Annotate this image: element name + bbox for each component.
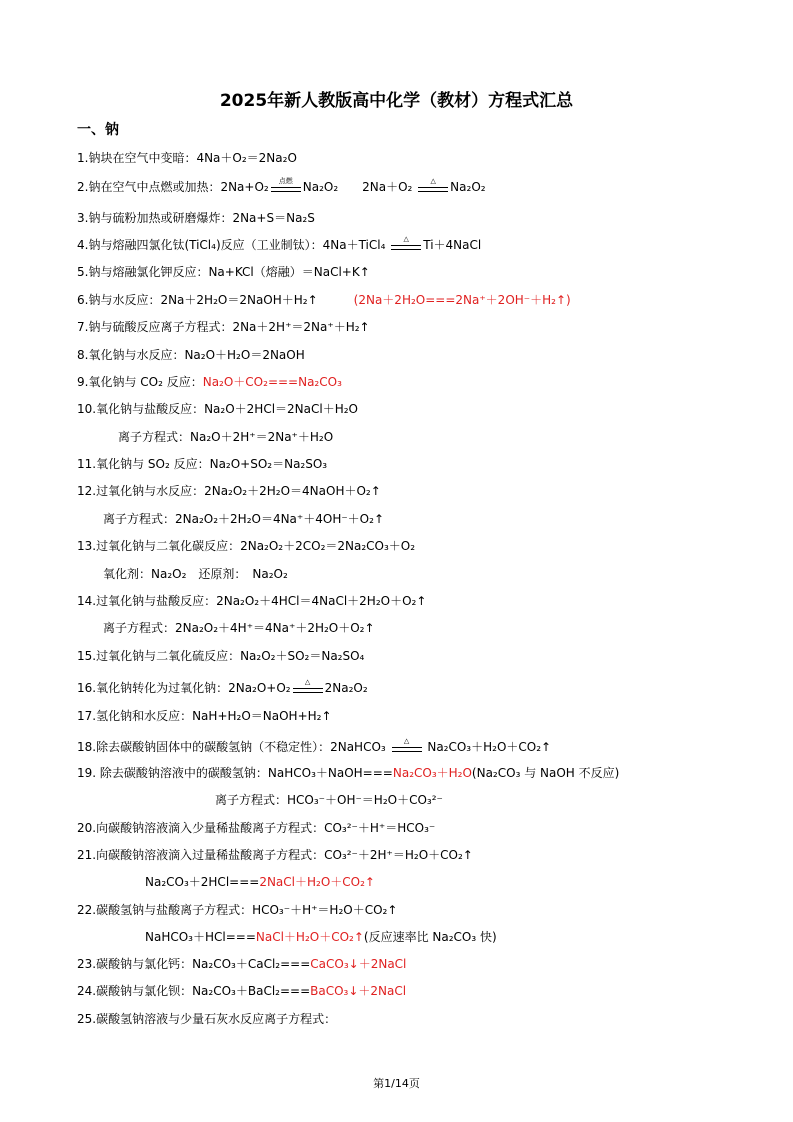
equation-text: 离子方程式：HCO₃⁻＋OH⁻＝H₂O＋CO₃²⁻ bbox=[215, 793, 443, 807]
equation-line bbox=[77, 319, 370, 335]
equation-text: 5.钠与熔融氯化钾反应：Na+KCl（熔融）＝NaCl+K↑ bbox=[77, 265, 370, 279]
equation-line bbox=[77, 765, 619, 781]
equation-text: 19. 除去碳酸钠溶液中的碳酸氢钠：NaHCO₃＋NaOH=== bbox=[77, 766, 393, 780]
condition-label: 点燃 bbox=[278, 177, 293, 185]
equation-line bbox=[145, 874, 375, 890]
equation-text: (反应速率比 Na₂CO₃ 快) bbox=[363, 930, 497, 944]
equation-text: 离子方程式：2Na₂O₂＋2H₂O＝4Na⁺＋4OH⁻＋O₂↑ bbox=[103, 512, 384, 526]
double-line-arrow bbox=[293, 688, 323, 693]
equation-text: 17.氢化钠和水反应：NaH+H₂O＝NaOH+H₂↑ bbox=[77, 709, 332, 723]
equation-text: 13.过氧化钠与二氧化碳反应：2Na₂O₂＋2CO₂＝2Na₂CO₃＋O₂ bbox=[77, 539, 416, 553]
double-line-arrow bbox=[418, 187, 448, 192]
equation-line bbox=[145, 929, 497, 945]
equation-text: 12.过氧化钠与水反应：2Na₂O₂＋2H₂O＝4NaOH＋O₂↑ bbox=[77, 484, 381, 498]
equation-line bbox=[77, 648, 364, 664]
equation-text: 3.钠与硫粉加热或研磨爆炸：2Na+S＝Na₂S bbox=[77, 211, 315, 225]
equation-line bbox=[77, 456, 327, 472]
equation-text: 离子方程式：2Na₂O₂＋4H⁺＝4Na⁺＋2H₂O＋O₂↑ bbox=[103, 621, 375, 635]
page-title: 2025年新人教版高中化学（教材）方程式汇总 bbox=[219, 91, 574, 111]
reaction-condition bbox=[293, 680, 323, 696]
equation-line bbox=[103, 566, 288, 582]
equation-text: 6.钠与水反应：2Na＋2H₂O＝2NaOH＋H₂↑ bbox=[77, 293, 354, 307]
equation-text: Na₂CO₃＋H₂O＋CO₂↑ bbox=[423, 740, 552, 754]
equation-text: 11.氧化钠与 SO₂ 反应：Na₂O+SO₂＝Na₂SO₃ bbox=[77, 457, 328, 471]
equation-line bbox=[77, 820, 435, 836]
equation-line bbox=[77, 847, 473, 863]
equation-text: 21.向碳酸钠溶液滴入过量稀盐酸离子方程式：CO₃²⁻＋2H⁺＝H₂O＋CO₂↑ bbox=[77, 848, 473, 862]
equation-text: 9.氧化钠与 CO₂ 反应： bbox=[77, 375, 203, 389]
equation-text: 氧化剂：Na₂O₂ 还原剂： Na₂O₂ bbox=[103, 567, 288, 581]
equation-line bbox=[77, 902, 397, 918]
condition-label: △ bbox=[430, 177, 436, 185]
equation-text: Na₂O₂ bbox=[450, 180, 486, 194]
double-line-arrow bbox=[392, 747, 422, 752]
equation-line bbox=[77, 538, 415, 554]
equation-line bbox=[77, 292, 571, 308]
equation-line bbox=[215, 792, 443, 808]
condition-label: △ bbox=[304, 678, 311, 686]
equation-text: 24.碳酸钠与氯化钡：Na₂CO₃＋BaCl₂=== bbox=[77, 984, 311, 998]
reaction-condition bbox=[392, 739, 422, 755]
highlighted-equation: NaCl＋H₂O＋CO₂↑ bbox=[255, 930, 364, 944]
condition-label: △ bbox=[403, 235, 409, 243]
equation-text: 15.过氧化钠与二氧化硫反应：Na₂O₂＋SO₂＝Na₂SO₄ bbox=[77, 649, 365, 663]
equation-text: (Na₂CO₃ 与 NaOH 不反应) bbox=[471, 766, 620, 780]
equation-line bbox=[77, 264, 370, 280]
equation-text: 2.钠在空气中点燃或加热：2Na+O₂ bbox=[77, 180, 269, 194]
equation-line bbox=[77, 150, 297, 166]
equation-line bbox=[77, 179, 486, 195]
equation-line bbox=[103, 620, 375, 636]
condition-label: △ bbox=[403, 737, 410, 745]
equation-line bbox=[118, 429, 333, 445]
reaction-condition bbox=[418, 179, 448, 195]
equation-text: 25.碳酸氢钠溶液与少量石灰水反应离子方程式： bbox=[77, 1012, 337, 1026]
section-heading: 一、钠 bbox=[77, 122, 119, 138]
equation-text: 8.氧化钠与水反应：Na₂O＋H₂O＝2NaOH bbox=[77, 348, 305, 362]
equation-text: 20.向碳酸钠溶液滴入少量稀盐酸离子方程式：CO₃²⁻＋H⁺＝HCO₃⁻ bbox=[77, 821, 436, 835]
equation-text: Na₂O₂ 2Na＋O₂ bbox=[302, 180, 417, 194]
equation-line bbox=[77, 483, 381, 499]
double-line-arrow bbox=[391, 245, 421, 250]
equation-line bbox=[77, 593, 426, 609]
equation-line bbox=[77, 680, 368, 696]
equation-line bbox=[77, 347, 305, 363]
equation-line bbox=[103, 511, 384, 527]
reaction-condition bbox=[391, 237, 421, 253]
highlighted-equation: BaCO₃↓＋2NaCl bbox=[310, 984, 407, 998]
highlighted-equation: 2NaCl＋H₂O＋CO₂↑ bbox=[259, 875, 375, 889]
highlighted-equation: Na₂O＋CO₂===Na₂CO₃ bbox=[202, 375, 342, 389]
equation-line bbox=[77, 1011, 336, 1027]
equation-text: 18.除去碳酸钠固体中的碳酸氢钠（不稳定性）：2NaHCO₃ bbox=[77, 740, 390, 754]
equation-text: 16.氧化钠转化为过氧化钠：2Na₂O+O₂ bbox=[77, 681, 291, 695]
equation-line bbox=[77, 983, 406, 999]
equation-text: 23.碳酸钠与氯化钙：Na₂CO₃＋CaCl₂=== bbox=[77, 957, 311, 971]
equation-line bbox=[77, 708, 332, 724]
equation-text: 10.氧化钠与盐酸反应：Na₂O＋2HCl＝2NaCl＋H₂O bbox=[77, 402, 358, 416]
equation-text: 2Na₂O₂ bbox=[324, 681, 368, 695]
highlighted-equation: (2Na＋2H₂O===2Na⁺＋2OH⁻＋H₂↑) bbox=[353, 293, 571, 307]
equation-line bbox=[77, 237, 481, 253]
equation-line bbox=[77, 210, 315, 226]
equation-line bbox=[77, 956, 406, 972]
equation-text: NaHCO₃＋HCl=== bbox=[145, 930, 256, 944]
highlighted-equation: CaCO₃↓＋2NaCl bbox=[310, 957, 407, 971]
equation-text: Na₂CO₃＋2HCl=== bbox=[145, 875, 260, 889]
highlighted-equation: Na₂CO₃＋H₂O bbox=[392, 766, 472, 780]
equation-text: 离子方程式：Na₂O＋2H⁺＝2Na⁺＋H₂O bbox=[118, 430, 334, 444]
equation-text: 22.碳酸氢钠与盐酸离子方程式：HCO₃⁻＋H⁺＝H₂O＋CO₂↑ bbox=[77, 903, 398, 917]
reaction-condition bbox=[271, 179, 301, 195]
equation-text: 1.钠块在空气中变暗：4Na＋O₂＝2Na₂O bbox=[77, 151, 297, 165]
equation-line bbox=[77, 374, 342, 390]
equation-line bbox=[77, 739, 551, 755]
equation-text: 14.过氧化钠与盐酸反应：2Na₂O₂＋4HCl＝4NaCl＋2H₂O＋O₂↑ bbox=[77, 594, 427, 608]
equation-text: 4.钠与熔融四氯化钛(TiCl₄)反应（工业制钛）：4Na＋TiCl₄ bbox=[77, 238, 390, 252]
equation-line bbox=[77, 401, 358, 417]
equation-text: Ti＋4NaCl bbox=[423, 238, 482, 252]
page-number: 第1/14页 bbox=[373, 1077, 420, 1090]
double-line-arrow bbox=[271, 187, 301, 192]
equation-text: 7.钠与硫酸反应离子方程式：2Na＋2H⁺＝2Na⁺＋H₂↑ bbox=[77, 320, 370, 334]
